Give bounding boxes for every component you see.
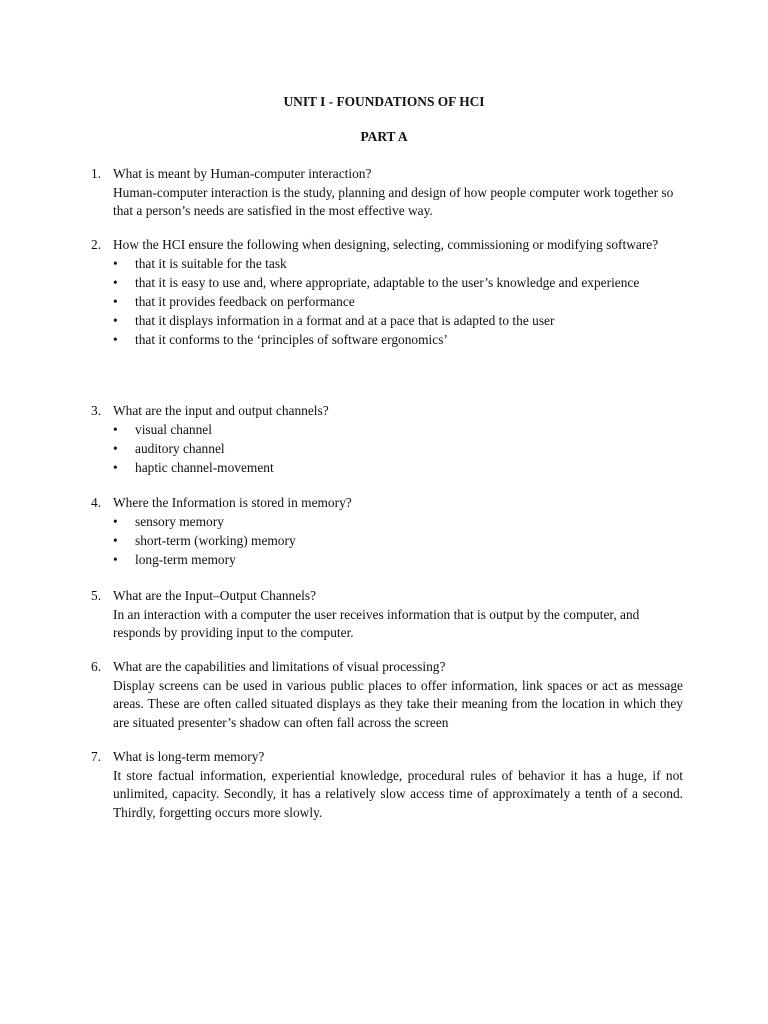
bullet-item: • short-term (working) memory	[113, 532, 683, 551]
question-text: What are the capabilities and limitations of visual processing?	[113, 659, 446, 674]
question-text: What are the input and output channels?	[113, 403, 329, 418]
question-item	[91, 236, 683, 350]
part-title: PART A	[360, 129, 408, 144]
question-number: 5.	[91, 588, 102, 603]
answer-text: Human-computer interaction is the study, planning and design of how people computer work together so that a person’s needs are satisfied in the most effective way.	[113, 184, 674, 218]
question-number: 2.	[91, 237, 102, 252]
unit-title: UNIT I - FOUNDATIONS OF HCI	[283, 94, 485, 109]
question-text: What are the Input–Output Channels?	[113, 588, 317, 603]
bullet-item: • haptic channel-movement	[113, 459, 683, 478]
answer-text: It store factual information, experiential knowledge, procedural rules of behavior it has a huge, if not unlimited, capacity. Secondly, it has a relatively slow access time of approximately a tenth of a second. Thirdly, forgetting occurs more slowly.	[113, 767, 683, 820]
question-number: 1.	[91, 166, 102, 181]
question-item	[91, 748, 683, 822]
question-item	[91, 587, 683, 643]
bullet-item: • that it provides feedback on performance	[113, 293, 683, 312]
question-number: 3.	[91, 403, 102, 418]
bullet-item: • that it displays information in a format and at a pace that is adapted to the user	[113, 312, 683, 331]
bullet-list	[113, 513, 683, 570]
bullet-item: • that it conforms to the ‘principles of software ergonomics’	[113, 331, 683, 350]
question-number: 7.	[91, 749, 102, 764]
question-number: 6.	[91, 659, 102, 674]
bullet-item: • that it is suitable for the task	[113, 255, 683, 274]
answer-text: In an interaction with a computer the user receives information that is output by the computer, and responds by providing input to the computer.	[113, 606, 640, 640]
question-item	[91, 658, 683, 732]
question-item	[91, 165, 683, 221]
question-number: 4.	[91, 495, 102, 510]
question-text: Where the Information is stored in memory?	[113, 495, 352, 510]
question-text: What is meant by Human-computer interaction?	[113, 166, 372, 181]
bullet-list	[113, 255, 683, 350]
question-text: What is long-term memory?	[113, 749, 265, 764]
question-text: How the HCI ensure the following when designing, selecting, commissioning or modifying software?	[113, 237, 659, 252]
bullet-item: • that it is easy to use and, where appropriate, adaptable to the user’s knowledge and experience	[113, 274, 683, 293]
question-item	[91, 402, 683, 478]
question-item	[91, 494, 683, 570]
bullet-item: • visual channel	[113, 421, 683, 440]
bullet-item: • auditory channel	[113, 440, 683, 459]
answer-text: Display screens can be used in various public places to offer information, link spaces or act as message areas. These are often called situated displays as they take their meaning from the location in which they are situated presenter’s shadow can often fall across the screen	[113, 677, 683, 730]
bullet-list	[113, 421, 683, 478]
bullet-item: • long-term memory	[113, 551, 683, 570]
bullet-item: • sensory memory	[113, 513, 683, 532]
